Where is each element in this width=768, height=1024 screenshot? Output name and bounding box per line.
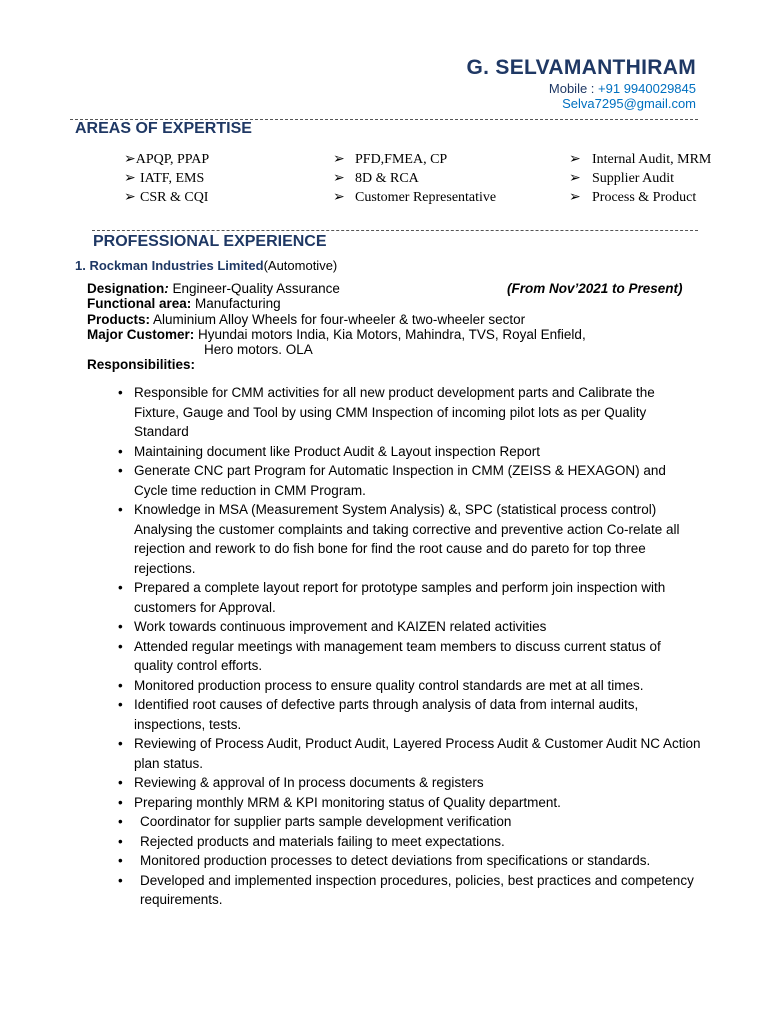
bullet-icon: • <box>118 697 123 712</box>
designation-line: Designation: Engineer-Quality Assurance (From Nov’2021 to Present) <box>87 281 683 296</box>
responsibility-item <box>112 851 702 871</box>
bullet-icon: • <box>118 385 123 400</box>
responsibility-text: Generate CNC part Program for Automatic Inspection in CMM (ZEISS & HEXAGON) and Cycle time reduction in CMM Program. <box>134 463 666 498</box>
bullet-icon: • <box>118 853 123 868</box>
expertise-item: ➢ Internal Audit, MRM <box>569 152 712 167</box>
products-line <box>87 312 707 327</box>
responsibility-item <box>112 383 702 442</box>
bullet-icon: • <box>118 775 123 790</box>
responsibility-item <box>112 500 702 578</box>
responsibility-item <box>112 812 702 832</box>
responsibility-item <box>112 695 702 734</box>
bullet-icon: • <box>118 619 123 634</box>
section-heading-experience: PROFESSIONAL EXPERIENCE <box>93 233 327 250</box>
bullet-icon: • <box>118 814 123 829</box>
responsibility-text: Maintaining document like Product Audit & Layout inspection Report <box>134 443 540 459</box>
customer-line-continued: Hero motors. OLA <box>204 342 313 358</box>
functional-area-line <box>87 296 707 311</box>
responsibilities-list <box>112 383 702 910</box>
responsibility-item <box>112 578 702 617</box>
responsibility-text: Preparing monthly MRM & KPI monitoring status of Quality department. <box>134 794 561 810</box>
responsibility-text: Attended regular meetings with management team members to discuss current status of quality control efforts. <box>134 638 661 673</box>
bullet-icon: • <box>118 638 123 654</box>
bullet-icon: • <box>118 833 123 849</box>
responsibility-text: Responsible for CMM activities for all new product development parts and Calibrate the Fixture, Gauge and Tool by using CMM Inspection of incoming pilot lots as per Quality Standard <box>134 385 655 439</box>
arrow-bullet-icon: ➢ <box>333 152 345 167</box>
arrow-bullet-icon: ➢ <box>333 190 345 205</box>
arrow-bullet-icon: ➢ <box>124 152 136 167</box>
responsibility-item <box>112 461 702 500</box>
designation-value: Engineer-Quality Assurance <box>168 281 340 296</box>
responsibility-item <box>112 871 702 910</box>
arrow-bullet-icon: ➢ <box>569 171 581 186</box>
responsibility-text: Rejected products and materials failing to meet expectations. <box>140 833 505 849</box>
functional-value: Manufacturing <box>191 296 281 312</box>
responsibility-item <box>112 442 702 462</box>
responsibility-text: Identified root causes of defective parts through analysis of data from internal audits, inspections, tests. <box>134 697 639 732</box>
mobile-number[interactable]: +91 9940029845 <box>598 81 696 96</box>
expertise-item: ➢ Supplier Audit <box>569 171 675 186</box>
responsibility-text: Prepared a complete layout report for prototype samples and perform join inspection with customers for Approval. <box>134 580 666 615</box>
arrow-bullet-icon: ➢ <box>333 171 345 186</box>
responsibility-text: Coordinator for supplier parts sample development verification <box>140 814 512 829</box>
expertise-item: ➢APQP, PPAP <box>124 152 210 167</box>
arrow-bullet-icon: ➢ <box>569 152 581 167</box>
candidate-name: G. SELVAMANTHIRAM <box>466 56 696 79</box>
responsibility-text: Monitored production processes to detect deviations from specifications or standards. <box>140 853 651 868</box>
responsibility-item <box>112 637 702 676</box>
products-value: Aluminium Alloy Wheels for four-wheeler & two-wheeler sector <box>150 311 526 327</box>
job-details <box>87 281 707 373</box>
company-line <box>75 258 337 273</box>
expertise-column-1 <box>124 150 209 207</box>
responsibility-item <box>112 832 702 852</box>
bullet-icon: • <box>118 794 123 810</box>
customer-value: Hyundai motors India, Kia Motors, Mahindra, TVS, Royal Enfield, <box>194 326 586 342</box>
mobile-label: Mobile : <box>548 81 599 96</box>
responsibilities-label-line <box>87 357 707 372</box>
expertise-column-2 <box>333 150 496 207</box>
expertise-column-3 <box>569 150 711 207</box>
divider <box>92 230 698 231</box>
bullet-icon: • <box>118 502 123 517</box>
responsibility-item <box>112 734 702 773</box>
customer-label: Major Customer: <box>87 326 195 342</box>
responsibility-text: Knowledge in MSA (Measurement System Analysis) &, SPC (statistical process control) Analysing the customer complaints and taking corrective and preventive action Co-relate all rejection and rework to do fish bone for find the root cause and do pareto for top three rejections. <box>134 502 680 576</box>
responsibility-item <box>112 617 702 637</box>
responsibility-text: Reviewing of Process Audit, Product Audit, Layered Process Audit & Customer Audit NC Action plan status. <box>134 736 701 771</box>
arrow-bullet-icon: ➢ <box>569 190 581 205</box>
products-label: Products: <box>87 311 151 327</box>
bullet-icon: • <box>118 443 123 459</box>
responsibility-text: Monitored production process to ensure quality control standards are met at all times. <box>134 677 644 693</box>
responsibility-text: Work towards continuous improvement and KAIZEN related activities <box>134 619 547 634</box>
arrow-bullet-icon: ➢ <box>124 171 136 186</box>
contact-mobile <box>549 81 696 96</box>
customer-line <box>87 327 707 342</box>
responsibility-item <box>112 676 702 696</box>
employment-period: (From Nov’2021 to Present) <box>507 281 683 296</box>
company-name: Rockman Industries Limited <box>89 258 264 273</box>
contact-email[interactable]: Selva7295@gmail.com <box>562 96 696 111</box>
bullet-icon: • <box>118 872 123 888</box>
arrow-bullet-icon: ➢ <box>124 190 136 205</box>
expertise-item: ➢ 8D & RCA <box>333 171 419 186</box>
section-heading-expertise: AREAS OF EXPERTISE <box>75 120 252 137</box>
responsibility-item <box>112 793 702 813</box>
bullet-icon: • <box>118 736 123 751</box>
bullet-icon: • <box>118 677 123 693</box>
company-index: 1. <box>75 258 90 273</box>
responsibility-text: Developed and implemented inspection procedures, policies, best practices and competency requirements. <box>140 872 694 907</box>
responsibility-text: Reviewing & approval of In process documents & registers <box>134 775 484 790</box>
company-sector: (Automotive) <box>263 258 338 273</box>
bullet-icon: • <box>118 463 123 478</box>
functional-label: Functional area: <box>87 296 192 312</box>
bullet-icon: • <box>118 580 123 595</box>
responsibilities-label: Responsibilities: <box>87 357 196 373</box>
responsibility-item <box>112 773 702 793</box>
expertise-item: ➢ IATF, EMS <box>124 171 205 186</box>
expertise-item: ➢ PFD,FMEA, CP <box>333 152 448 167</box>
designation-label: Designation <box>87 281 165 296</box>
expertise-item: ➢ CSR & CQI <box>124 190 209 205</box>
expertise-item: ➢ Process & Product <box>569 190 697 205</box>
expertise-item: ➢ Customer Representative <box>333 190 497 205</box>
